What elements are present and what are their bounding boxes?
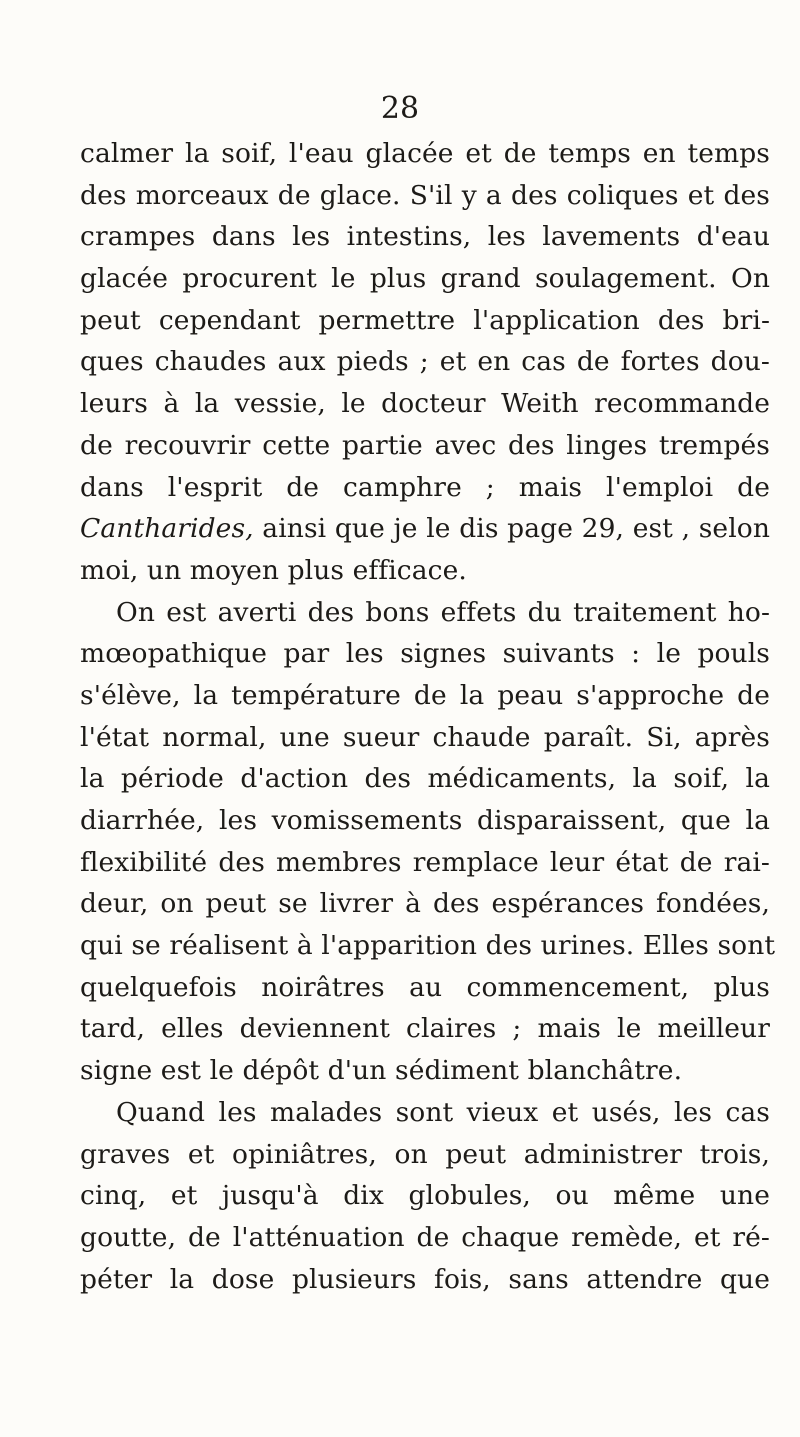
text-line: graves et opiniâtres, on peut administrer trois, <box>80 1138 770 1170</box>
text-line: ques chaudes aux pieds ; et en cas de fortes dou- <box>80 346 770 378</box>
text-line: peut cependant permettre l'application des bri- <box>80 304 770 336</box>
text-line: tard, elles deviennent claires ; mais le meilleur <box>80 1013 770 1045</box>
text-line: leurs à la vessie, le docteur Weith recommande <box>80 388 770 420</box>
italic-term: Cantharides, <box>80 513 254 545</box>
text-line: qui se réalisent à l'apparition des urines. Elles sont <box>80 930 776 962</box>
text-line: mœopathique par les signes suivants : le pouls <box>80 638 770 670</box>
text-line: flexibilité des membres remplace leur état de rai- <box>80 846 770 878</box>
text-line-rest: ainsi que je le dis page 29, est , selon <box>253 513 770 545</box>
text-line: glacée procurent le plus grand soulagement. On <box>80 263 770 295</box>
body-text <box>80 133 776 1300</box>
text-line: s'élève, la température de la peau s'approche de <box>80 679 770 711</box>
text-line: des morceaux de glace. S'il y a des coliques et des <box>80 179 770 211</box>
paragraph-start-line: Quand les malades sont vieux et usés, les cas <box>116 1096 770 1128</box>
text-line: calmer la soif, l'eau glacée et de temps en temps <box>80 138 770 169</box>
text-line: moi, un moyen plus efficace. <box>80 554 467 586</box>
text-line: crampes dans les intestins, les lavements d'eau <box>80 221 770 253</box>
text-line: diarrhée, les vomissements disparaissent, que la <box>80 805 770 836</box>
text-line: dans l'esprit de camphre ; mais l'emploi de <box>80 471 770 503</box>
text-line: deur, on peut se livrer à des espérances fondées, <box>80 888 770 920</box>
text-line: cinq, et jusqu'à dix globules, ou même une <box>80 1180 770 1212</box>
text-line: goutte, de l'atténuation de chaque remède, et ré- <box>80 1221 770 1253</box>
text-line <box>80 508 770 550</box>
text-line: la période d'action des médicaments, la soif, la <box>80 763 770 795</box>
text-line: l'état normal, une sueur chaude paraît. Si, après <box>80 721 770 753</box>
text-line: quelquefois noirâtres au commencement, plus <box>80 971 770 1003</box>
text-line: signe est le dépôt d'un sédiment blanchâtre. <box>80 1055 683 1087</box>
page-number: 28 <box>380 91 420 126</box>
text-line: de recouvrir cette partie avec des linges trempés <box>80 429 770 461</box>
text-line: péter la dose plusieurs fois, sans attendre que <box>80 1263 770 1295</box>
paragraph-start-line: On est averti des bons effets du traitement ho- <box>116 596 770 628</box>
